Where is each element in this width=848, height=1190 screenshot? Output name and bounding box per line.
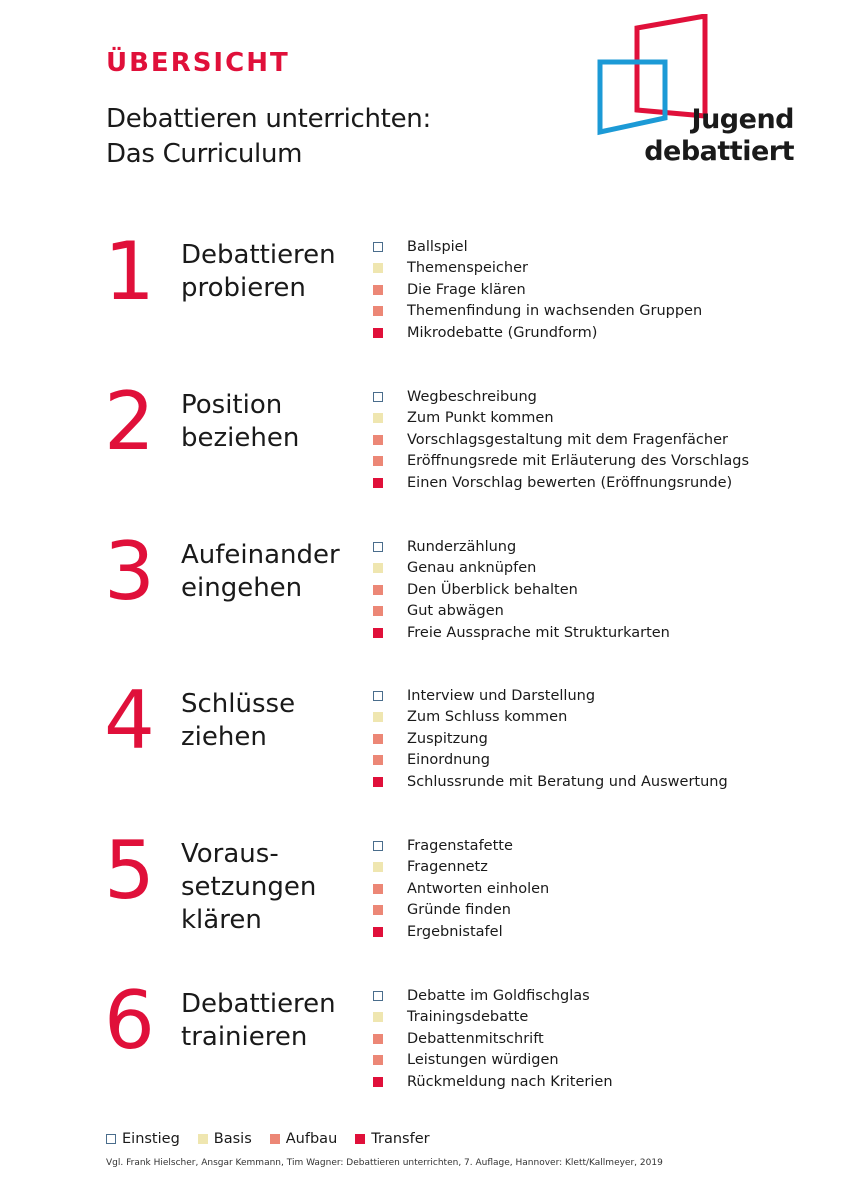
level-aufbau-square-icon [373, 1034, 383, 1044]
section-title-line: Debattieren [181, 240, 336, 270]
exercise-item [373, 728, 728, 750]
exercise-label: Rückmeldung nach Kriterien [407, 1073, 613, 1090]
level-transfer-square-icon [373, 777, 383, 787]
exercise-label: Fragennetz [407, 859, 488, 876]
page-title [106, 102, 431, 172]
curriculum-section [0, 974, 848, 1115]
exercise-item [373, 386, 749, 408]
section-title-line: Schlüsse [181, 689, 296, 719]
exercise-item [373, 1050, 613, 1072]
legend-label: Basis [213, 1131, 252, 1147]
exercise-item [373, 429, 749, 451]
exercise-item [373, 558, 670, 580]
section-number: 1 [104, 225, 155, 318]
legend-label: Transfer [371, 1131, 430, 1147]
level-einstieg-square-icon [373, 392, 383, 402]
exercise-list [373, 386, 749, 494]
exercise-item [373, 900, 549, 922]
exercise-item [373, 279, 702, 301]
exercise-item [373, 622, 670, 644]
exercise-label: Einen Vorschlag bewerten (Eröffnungsrunde) [407, 474, 733, 491]
level-aufbau-square-icon [373, 1055, 383, 1065]
section-title-line: trainieren [181, 1022, 308, 1052]
level-aufbau-square-icon [373, 734, 383, 744]
level-basis-square-icon [373, 263, 383, 273]
exercise-label: Eröffnungsrede mit Erläuterung des Vorschlags [407, 453, 750, 470]
exercise-item [373, 408, 749, 430]
section-title-line: ziehen [181, 722, 267, 752]
legend-item-einstieg [106, 1131, 180, 1147]
level-transfer-square-icon [373, 478, 383, 488]
curriculum-section [0, 674, 848, 815]
level-transfer-square-icon [373, 1077, 383, 1087]
level-basis-square-icon [373, 712, 383, 722]
page-title-line-1: Debattieren unterrichten: [106, 104, 431, 134]
exercise-list [373, 985, 613, 1093]
curriculum-section [0, 525, 848, 666]
level-einstieg-square-icon [373, 691, 383, 701]
level-transfer-square-icon [373, 927, 383, 937]
curriculum-section [0, 824, 848, 965]
exercise-label: Themenfindung in wachsenden Gruppen [407, 303, 703, 320]
legend-aufbau-square-icon [270, 1134, 280, 1144]
footnote: Vgl. Frank Hielscher, Ansgar Kemmann, Tim Wagner: Debattieren unterrichten, 7. Auflage, Hannover: Klett/Kallmeyer, 2019 [106, 1158, 663, 1168]
exercise-label: Debattenmitschrift [407, 1030, 544, 1047]
legend-label: Aufbau [285, 1131, 338, 1147]
section-title-line: probieren [181, 273, 306, 303]
exercise-label: Ergebnistafel [407, 923, 503, 940]
level-aufbau-square-icon [373, 285, 383, 295]
exercise-label: Den Überblick behalten [407, 581, 578, 598]
exercise-label: Debatte im Goldfischglas [407, 987, 590, 1004]
level-aufbau-square-icon [373, 884, 383, 894]
exercise-item [373, 258, 702, 280]
section-title-line: Position [181, 390, 283, 420]
exercise-label: Interview und Darstellung [407, 687, 596, 704]
exercise-item [373, 985, 613, 1007]
logo-line-2: debattiert [644, 136, 794, 167]
curriculum-section [0, 225, 848, 366]
level-einstieg-square-icon [373, 242, 383, 252]
legend-label: Einstieg [122, 1131, 180, 1147]
exercise-item [373, 1028, 613, 1050]
exercise-label: Gründe finden [407, 902, 511, 919]
exercise-item [373, 301, 702, 323]
legend-item-basis [198, 1131, 252, 1147]
level-einstieg-square-icon [373, 841, 383, 851]
exercise-item [373, 921, 549, 943]
level-aufbau-square-icon [373, 905, 383, 915]
level-transfer-square-icon [373, 328, 383, 338]
level-basis-square-icon [373, 862, 383, 872]
legend-item-transfer [355, 1131, 429, 1147]
legend [106, 1131, 448, 1147]
exercise-item [373, 685, 728, 707]
exercise-label: Vorschlagsgestaltung mit dem Fragenfächer [407, 431, 728, 448]
page-title-line-2: Das Curriculum [106, 139, 303, 169]
exercise-label: Mikrodebatte (Grundform) [407, 324, 598, 341]
level-basis-square-icon [373, 563, 383, 573]
exercise-label: Gut abwägen [407, 603, 504, 620]
exercise-label: Trainingsdebatte [407, 1009, 529, 1026]
exercise-list [373, 536, 670, 644]
exercise-item [373, 857, 549, 879]
page-kicker: ÜBERSICHT [106, 48, 290, 78]
exercise-item [373, 1007, 613, 1029]
section-number: 5 [104, 824, 155, 917]
section-number: 6 [104, 974, 155, 1067]
exercise-label: Wegbeschreibung [407, 388, 537, 405]
level-aufbau-square-icon [373, 306, 383, 316]
exercise-item [373, 579, 670, 601]
exercise-label: Leistungen würdigen [407, 1052, 559, 1069]
level-aufbau-square-icon [373, 456, 383, 466]
section-title [181, 239, 371, 305]
level-aufbau-square-icon [373, 585, 383, 595]
level-einstieg-square-icon [373, 991, 383, 1001]
level-basis-square-icon [373, 413, 383, 423]
exercise-item [373, 750, 728, 772]
section-number: 2 [104, 375, 155, 468]
section-title [181, 389, 371, 455]
exercise-label: Genau anknüpfen [407, 560, 537, 577]
level-aufbau-square-icon [373, 606, 383, 616]
exercise-item [373, 835, 549, 857]
level-einstieg-square-icon [373, 542, 383, 552]
exercise-item [373, 451, 749, 473]
exercise-label: Ballspiel [407, 238, 468, 255]
level-basis-square-icon [373, 1012, 383, 1022]
exercise-label: Zum Punkt kommen [407, 410, 554, 427]
exercise-label: Zum Schluss kommen [407, 709, 568, 726]
curriculum-section [0, 375, 848, 516]
section-title-line: Debattieren [181, 989, 336, 1019]
section-title [181, 838, 371, 937]
exercise-item [373, 536, 670, 558]
section-title-line: eingehen [181, 573, 303, 603]
exercise-label: Die Frage klären [407, 281, 526, 298]
exercise-item [373, 601, 670, 623]
logo-wordmark [644, 104, 794, 168]
exercise-item [373, 322, 702, 344]
exercise-label: Antworten einholen [407, 880, 550, 897]
section-title [181, 539, 371, 605]
section-title-line: Voraus- [181, 839, 279, 869]
legend-item-aufbau [270, 1131, 338, 1147]
exercise-list [373, 685, 728, 793]
section-title [181, 988, 371, 1054]
logo-line-1: Jugend [691, 104, 794, 135]
exercise-label: Einordnung [407, 752, 490, 769]
exercise-item [373, 878, 549, 900]
level-transfer-square-icon [373, 628, 383, 638]
section-title-line: setzungen [181, 872, 317, 902]
exercise-list [373, 835, 549, 943]
section-title-line: beziehen [181, 423, 300, 453]
exercise-label: Zuspitzung [407, 730, 488, 747]
exercise-label: Schlussrunde mit Beratung und Auswertung [407, 773, 728, 790]
exercise-item [373, 1071, 613, 1093]
exercise-label: Themenspeicher [407, 260, 528, 277]
legend-transfer-square-icon [355, 1134, 365, 1144]
exercise-list [373, 236, 702, 344]
exercise-item [373, 771, 728, 793]
section-title-line: Aufeinander [181, 540, 340, 570]
level-aufbau-square-icon [373, 755, 383, 765]
exercise-label: Freie Aussprache mit Strukturkarten [407, 624, 670, 641]
exercise-label: Fragenstafette [407, 837, 513, 854]
legend-basis-square-icon [198, 1134, 208, 1144]
legend-einstieg-square-icon [106, 1134, 116, 1144]
exercise-item [373, 236, 702, 258]
section-number: 4 [104, 674, 155, 767]
level-aufbau-square-icon [373, 435, 383, 445]
section-title-line: klären [181, 905, 262, 935]
exercise-item [373, 707, 728, 729]
exercise-label: Runderzählung [407, 538, 517, 555]
exercise-item [373, 472, 749, 494]
section-title [181, 688, 371, 754]
section-number: 3 [104, 525, 155, 618]
